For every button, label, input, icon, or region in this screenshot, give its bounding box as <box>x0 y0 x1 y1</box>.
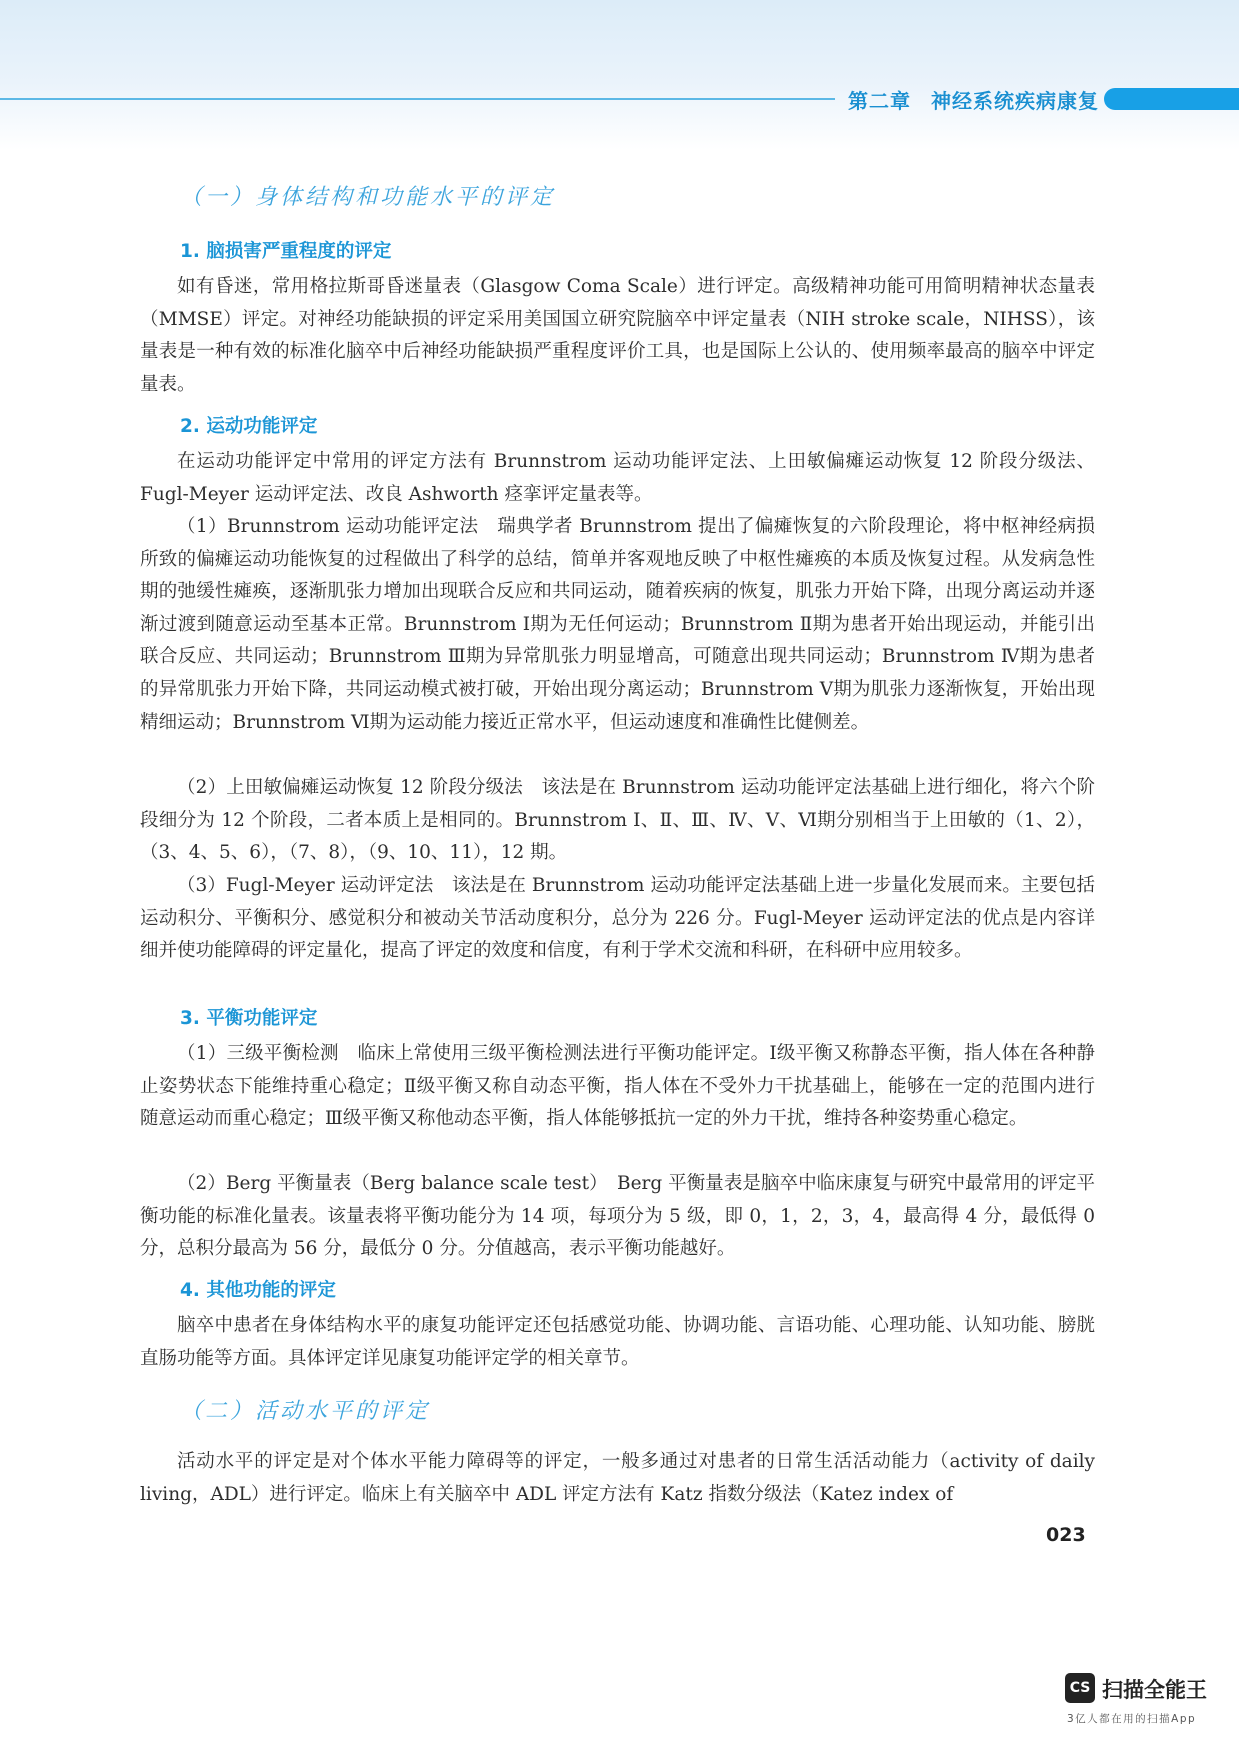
subsection-heading-4: 4. 其他功能的评定 <box>180 1280 336 1301</box>
subsection-heading-3: 3. 平衡功能评定 <box>180 1008 318 1029</box>
page-number: 023 <box>1046 1524 1086 1546</box>
section-heading-1: （一）身体结构和功能水平的评定 <box>180 185 556 210</box>
subsection-heading-1: 1. 脑损害严重程度的评定 <box>180 241 392 262</box>
watermark-tagline: 3亿人都在用的扫描App <box>1067 1713 1197 1725</box>
scanner-watermark <box>1065 1673 1235 1733</box>
chapter-heading <box>848 85 1099 114</box>
paragraph-brain-damage: 如有昏迷，常用格拉斯哥昏迷量表（Glasgow Coma Scale）进行评定。高级精神功能可用简明精神状态量表（MMSE）评定。对神经功能缺损的评定采用美国国立研究院脑卒中评定量表（NIH stroke scale，NIHSS），该量表是一种有效的标准化脑卒中后神经功能缺损严重程度评价工具，也是国际上公认的、使用频率最高的脑卒中评定量表。 <box>140 276 1095 395</box>
subsection-heading-2: 2. 运动功能评定 <box>180 416 318 437</box>
paragraph-fugl-meyer: （3）Fugl-Meyer 运动评定法 该法是在 Brunnstrom 运动功能评定法基础上进一步量化发展而来。主要包括运动积分、平衡积分、感觉积分和被动关节活动度积分，总分为 226 分。Fugl-Meyer 运动评定法的优点是内容详细并使功能障碍的评定量化，提高了评定的效度和信度，有利于学术交流和科研，在科研中应用较多。 <box>140 875 1095 962</box>
paragraph-activity-level: 活动水平的评定是对个体水平能力障碍等的评定，一般多通过对患者的日常生活活动能力（activity of daily living，ADL）进行评定。临床上有关脑卒中 ADL 评定方法有 Katz 指数分级法（Katez index of <box>140 1451 1095 1505</box>
paragraph-ueda: （2）上田敏偏瘫运动恢复 12 阶段分级法 该法是在 Brunnstrom 运动功能评定法基础上进行细化，将六个阶段细分为 12 个阶段，二者本质上是相同的。Brunnstrom Ⅰ、Ⅱ、Ⅲ、Ⅳ、Ⅴ、Ⅵ期分别相当于上田敏的（1、2），（3、4、5、6），（7、8），（9、10、11），12 期。 <box>140 777 1095 864</box>
header-tab-decoration <box>1104 88 1239 110</box>
section-heading-2: （二）活动水平的评定 <box>180 1399 431 1424</box>
chapter-title: 神经系统疾病康复 <box>931 89 1099 113</box>
paragraph-other-functions: 脑卒中患者在身体结构水平的康复功能评定还包括感觉功能、协调功能、言语功能、心理功能、认知功能、膀胱直肠功能等方面。具体评定详见康复功能评定学的相关章节。 <box>140 1315 1095 1369</box>
paragraph-motor-intro: 在运动功能评定中常用的评定方法有 Brunnstrom 运动功能评定法、上田敏偏瘫运动恢复 12 阶段分级法、Fugl-Meyer 运动评定法、改良 Ashworth 痉挛评定量表等。 <box>140 451 1095 505</box>
paragraph-three-level-balance: （1）三级平衡检测 临床上常使用三级平衡检测法进行平衡功能评定。Ⅰ级平衡又称静态平衡，指人体在各种静止姿势状态下能维持重心稳定；Ⅱ级平衡又称自动态平衡，指人体在不受外力干扰基础上，能够在一定的范围内进行随意运动而重心稳定；Ⅲ级平衡又称他动态平衡，指人体能够抵抗一定的外力干扰，维持各种姿势重心稳定。 <box>140 1043 1095 1130</box>
header-rule <box>0 98 835 100</box>
chapter-number: 第二章 <box>848 89 911 113</box>
watermark-app-name: 扫描全能王 <box>1102 1678 1207 1702</box>
paragraph-berg-scale: （2）Berg 平衡量表（Berg balance scale test） Berg 平衡量表是脑卒中临床康复与研究中最常用的评定平衡功能的标准化量表。该量表将平衡功能分为 14 项，每项分为 5 级，即 0，1，2，3，4，最高得 4 分，最低得 0 分，总积分最高为 56 分，最低分 0 分。分值越高，表示平衡功能越好。 <box>140 1173 1095 1260</box>
camscanner-logo-icon: CS <box>1065 1673 1095 1703</box>
page-header-band <box>0 0 1239 150</box>
paragraph-brunnstrom: （1）Brunnstrom 运动功能评定法 瑞典学者 Brunnstrom 提出了偏瘫恢复的六阶段理论，将中枢神经病损所致的偏瘫运动功能恢复的过程做出了科学的总结，简单并客观地反映了中枢性瘫痪的本质及恢复过程。从发病急性期的弛缓性瘫痪，逐渐肌张力增加出现联合反应和共同运动，随着疾病的恢复，肌张力开始下降，出现分离运动并逐渐过渡到随意运动至基本正常。Brunnstrom Ⅰ期为无任何运动；Brunnstrom Ⅱ期为患者开始出现运动，并能引出联合反应、共同运动；Brunnstrom Ⅲ期为异常肌张力明显增高，可随意出现共同运动；Brunnstrom Ⅳ期为患者的异常肌张力开始下降，共同运动模式被打破，开始出现分离运动；Brunnstrom Ⅴ期为肌张力逐渐恢复，开始出现精细运动；Brunnstrom Ⅵ期为运动能力接近正常水平，但运动速度和准确性比健侧差。 <box>140 516 1095 733</box>
